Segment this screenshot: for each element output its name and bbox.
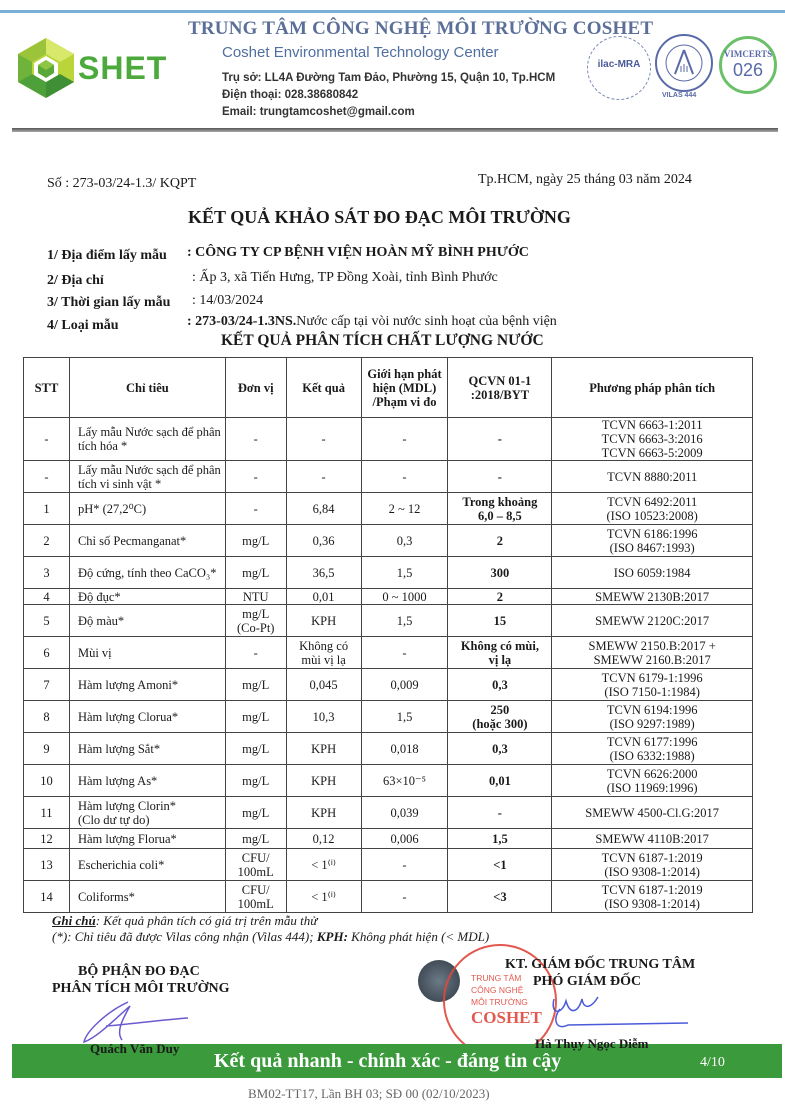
cell-mdl: 0 ~ 1000	[361, 589, 448, 605]
left-signer-name: Quách Văn Duy	[90, 1041, 180, 1056]
cell-mdl: 0,018	[361, 733, 448, 765]
cell-qcvn: 15	[448, 605, 552, 637]
cell-stt: 5	[24, 605, 70, 637]
cell-qcvn: Trong khoảng 6,0 – 8,5	[448, 493, 552, 525]
cell-qcvn: 0,01	[448, 765, 552, 797]
cell-parameter: pH* (27,2⁰C)	[69, 493, 225, 525]
cell-parameter: Chỉ số Pecmanganat*	[69, 525, 225, 557]
table-row	[24, 605, 753, 637]
org-name: TRUNG TÂM CÔNG NGHỆ MÔI TRƯỜNG COSHET	[188, 18, 654, 39]
table-row	[24, 829, 753, 849]
cell-method: TCVN 6663-1:2011 TCVN 6663-3:2016 TCVN 6663-5:2009	[552, 418, 753, 461]
cell-parameter: Hàm lượng As*	[69, 765, 225, 797]
cell-qcvn: 2	[448, 589, 552, 605]
cell-mdl: 63×10⁻⁵	[361, 765, 448, 797]
info-label-address: 2/ Địa chỉ	[47, 273, 104, 288]
cell-qcvn: 250 (hoặc 300)	[448, 701, 552, 733]
table-row	[24, 669, 753, 701]
table-row	[24, 733, 753, 765]
cell-result: 36,5	[286, 557, 361, 589]
sample-code: : 273-03/24-1.3NS.	[187, 314, 297, 329]
cell-parameter: Hàm lượng Clorua*	[69, 701, 225, 733]
table-row	[24, 849, 753, 881]
note-text-2a: (*): Chỉ tiêu đã được Vilas công nhận (Vilas 444);	[52, 929, 317, 944]
boa-badge	[655, 34, 713, 92]
header-mdl: Giới hạn phát hiện (MDL) /Phạm vi đo	[361, 358, 448, 418]
cell-result: KPH	[286, 605, 361, 637]
cell-unit: CFU/ 100mL	[225, 849, 286, 881]
cell-method: SMEWW 4110B:2017	[552, 829, 753, 849]
cell-unit: mg/L	[225, 701, 286, 733]
cell-qcvn: 0,3	[448, 733, 552, 765]
cell-unit: -	[225, 637, 286, 669]
note-line-2	[52, 929, 489, 945]
cell-unit: -	[225, 493, 286, 525]
table-row	[24, 589, 753, 605]
cell-qcvn: -	[448, 461, 552, 493]
right-sign-title-2: PHÓ GIÁM ĐỐC	[533, 974, 642, 989]
cell-stt: 11	[24, 797, 70, 829]
cell-result: -	[286, 418, 361, 461]
org-phone: Điện thoại: 028.38680842	[222, 89, 359, 101]
right-signer-name: Hà Thụy Ngọc Diễm	[535, 1036, 649, 1051]
cell-mdl: -	[361, 637, 448, 669]
cell-stt: -	[24, 461, 70, 493]
cell-unit: mg/L	[225, 525, 286, 557]
cell-parameter: Độ đục*	[69, 589, 225, 605]
cell-stt: 8	[24, 701, 70, 733]
cell-parameter: Mùi vị	[69, 637, 225, 669]
cell-qcvn: 0,3	[448, 669, 552, 701]
form-code: BM02-TT17, Lần BH 03; SĐ 00 (02/10/2023)	[248, 1086, 490, 1101]
cell-method: TCVN 8880:2011	[552, 461, 753, 493]
cell-parameter: Coliforms*	[69, 881, 225, 913]
cell-result: KPH	[286, 797, 361, 829]
right-signature-icon	[548, 985, 698, 1035]
cell-result: 0,12	[286, 829, 361, 849]
header-unit: Đơn vị	[225, 358, 286, 418]
cell-mdl: 0,039	[361, 797, 448, 829]
note-text-2b: Không phát hiện (< MDL)	[347, 929, 490, 944]
cell-unit: -	[225, 461, 286, 493]
cell-unit: mg/L (Co-Pt)	[225, 605, 286, 637]
cell-mdl: -	[361, 849, 448, 881]
vilas-label: VILAS 444	[662, 92, 697, 99]
cell-mdl: 0,006	[361, 829, 448, 849]
cell-stt: 13	[24, 849, 70, 881]
cell-method: SMEWW 2150.B:2017 + SMEWW 2160.B:2017	[552, 637, 753, 669]
table-row	[24, 525, 753, 557]
cell-method: TCVN 6187-1:2019 (ISO 9308-1:2014)	[552, 881, 753, 913]
header-qcvn: QCVN 01-1 :2018/BYT	[448, 358, 552, 418]
cell-mdl: -	[361, 461, 448, 493]
header-divider	[12, 128, 778, 132]
cell-method: TCVN 6187-1:2019 (ISO 9308-1:2014)	[552, 849, 753, 881]
cell-method: ISO 6059:1984	[552, 557, 753, 589]
cell-method: TCVN 6194:1996 (ISO 9297:1989)	[552, 701, 753, 733]
cell-parameter: Hàm lượng Clorin* (Clo dư tự do)	[69, 797, 225, 829]
cell-parameter: Hàm lượng Sắt*	[69, 733, 225, 765]
cell-stt: 9	[24, 733, 70, 765]
cell-stt: 10	[24, 765, 70, 797]
cell-method: TCVN 6186:1996 (ISO 8467:1993)	[552, 525, 753, 557]
doc-date: Tp.HCM, ngày 25 tháng 03 năm 2024	[478, 172, 692, 187]
ilac-label: ilac-MRA	[597, 59, 641, 70]
cell-parameter: Độ màu*	[69, 605, 225, 637]
info-label-time: 3/ Thời gian lấy mẫu	[47, 295, 171, 310]
left-signature-icon	[76, 998, 196, 1046]
doc-number: Số : 273-03/24-1.3/ KQPT	[47, 176, 197, 191]
cell-stt: 2	[24, 525, 70, 557]
cell-mdl: 1,5	[361, 605, 448, 637]
sample-desc: Nước cấp tại vòi nước sinh hoạt của bệnh viện	[296, 314, 557, 329]
top-border-line	[0, 10, 785, 13]
right-sign-title-1: KT. GIÁM ĐỐC TRUNG TÂM	[505, 957, 696, 972]
cell-stt: 14	[24, 881, 70, 913]
cell-unit: mg/L	[225, 669, 286, 701]
footer-slogan: Kết quả nhanh - chính xác - đáng tin cậy	[214, 1050, 562, 1072]
cell-unit: CFU/ 100mL	[225, 881, 286, 913]
cell-qcvn: Không có mùi, vị lạ	[448, 637, 552, 669]
header-stt: STT	[24, 358, 70, 418]
cell-qcvn: <1	[448, 849, 552, 881]
table-row	[24, 557, 753, 589]
cell-result: < 1⁽ⁱ⁾	[286, 881, 361, 913]
cell-unit: mg/L	[225, 557, 286, 589]
cell-method: SMEWW 2120C:2017	[552, 605, 753, 637]
org-email: Email: trungtamcoshet@gmail.com	[222, 106, 415, 118]
table-row	[24, 461, 753, 493]
cell-result: 0,045	[286, 669, 361, 701]
org-name-en: Coshet Environmental Technology Center	[222, 44, 499, 61]
cell-qcvn: 1,5	[448, 829, 552, 849]
cell-mdl: 2 ~ 12	[361, 493, 448, 525]
page-number: 4/10	[700, 1055, 725, 1070]
cell-unit: mg/L	[225, 829, 286, 849]
table-row	[24, 418, 753, 461]
cell-result: 10,3	[286, 701, 361, 733]
ilac-mra-badge	[587, 36, 651, 100]
cell-qcvn: -	[448, 418, 552, 461]
cell-qcvn: 2	[448, 525, 552, 557]
note-kph-label: KPH:	[316, 929, 348, 944]
note-label: Ghi chú	[52, 913, 96, 928]
cell-method: TCVN 6179-1:1996 (ISO 7150-1:1984)	[552, 669, 753, 701]
table-header-row	[24, 358, 753, 418]
cell-parameter: Hàm lượng Amoni*	[69, 669, 225, 701]
info-value-address: : Ấp 3, xã Tiến Hưng, TP Đồng Xoài, tỉnh Bình Phước	[192, 270, 498, 285]
cell-method: TCVN 6626:2000 (ISO 11969:1996)	[552, 765, 753, 797]
header-result: Kết quả	[286, 358, 361, 418]
results-table	[23, 357, 753, 913]
cell-stt: 7	[24, 669, 70, 701]
table-row	[24, 701, 753, 733]
info-label-sample-type: 4/ Loại mẫu	[47, 318, 119, 333]
table-row	[24, 797, 753, 829]
cell-result: -	[286, 461, 361, 493]
cell-mdl: 1,5	[361, 701, 448, 733]
org-address: Trụ sở: LL4A Đường Tam Đảo, Phường 15, Quận 10, Tp.HCM	[222, 72, 556, 84]
boa-triangle-icon	[657, 36, 711, 90]
info-value-sample-type	[187, 314, 557, 330]
info-value-location: : CÔNG TY CP BỆNH VIỆN HOÀN MỸ BÌNH PHƯỚC	[187, 245, 529, 260]
cell-unit: mg/L	[225, 733, 286, 765]
cell-mdl: 1,5	[361, 557, 448, 589]
hexagon-logo-icon	[14, 36, 84, 100]
left-sign-title-1: BỘ PHẬN ĐO ĐẠC	[78, 964, 200, 979]
cell-parameter: Độ cứng, tính theo CaCO₃*	[69, 557, 225, 589]
doc-title: KẾT QUẢ KHẢO SÁT ĐO ĐẠC MÔI TRƯỜNG	[188, 207, 571, 227]
cell-unit: mg/L	[225, 797, 286, 829]
cell-result: 0,01	[286, 589, 361, 605]
logo-text: SHET	[78, 50, 168, 86]
cell-method: SMEWW 4500-Cl.G:2017	[552, 797, 753, 829]
cell-result: KPH	[286, 733, 361, 765]
info-value-time: : 14/03/2024	[192, 293, 264, 308]
header-method: Phương pháp phân tích	[552, 358, 753, 418]
cell-qcvn: -	[448, 797, 552, 829]
table-row	[24, 765, 753, 797]
cell-result: 6,84	[286, 493, 361, 525]
cell-parameter: Lấy mẫu Nước sạch để phân tích hóa *	[69, 418, 225, 461]
cell-result: KPH	[286, 765, 361, 797]
cell-mdl: -	[361, 881, 448, 913]
cell-stt: 6	[24, 637, 70, 669]
table-row	[24, 637, 753, 669]
vimcerts-number: 026	[732, 60, 764, 80]
cell-qcvn: 300	[448, 557, 552, 589]
left-sign-title-2: PHÂN TÍCH MÔI TRƯỜNG	[52, 981, 230, 996]
cell-mdl: 0,009	[361, 669, 448, 701]
cell-method: TCVN 6492:2011 (ISO 10523:2008)	[552, 493, 753, 525]
cell-mdl: -	[361, 418, 448, 461]
note-text-1: : Kết quả phân tích có giá trị trên mẫu thử	[95, 913, 318, 928]
table-row	[24, 881, 753, 913]
cell-method: SMEWW 2130B:2017	[552, 589, 753, 605]
stamp-inner-text: TRUNG TÂM CÔNG NGHỆ MÔI TRƯỜNG COSHET	[471, 973, 542, 1027]
vimcerts-label: VIMCERTS	[723, 49, 773, 59]
cell-unit: NTU	[225, 589, 286, 605]
cell-parameter: Hàm lượng Florua*	[69, 829, 225, 849]
cell-unit: -	[225, 418, 286, 461]
cell-stt: 3	[24, 557, 70, 589]
cell-unit: mg/L	[225, 765, 286, 797]
header-parameter: Chỉ tiêu	[69, 358, 225, 418]
vimcerts-badge	[719, 36, 777, 94]
cell-mdl: 0,3	[361, 525, 448, 557]
table-row	[24, 493, 753, 525]
cell-stt: 12	[24, 829, 70, 849]
cell-qcvn: <3	[448, 881, 552, 913]
cell-result: 0,36	[286, 525, 361, 557]
cell-method: TCVN 6177:1996 (ISO 6332:1988)	[552, 733, 753, 765]
cell-stt: 4	[24, 589, 70, 605]
table-title: KẾT QUẢ PHÂN TÍCH CHẤT LƯỢNG NƯỚC	[221, 332, 544, 349]
cell-result: < 1⁽ⁱ⁾	[286, 849, 361, 881]
cell-stt: -	[24, 418, 70, 461]
note-line-1	[52, 913, 317, 929]
cell-parameter: Escherichia coli*	[69, 849, 225, 881]
cell-stt: 1	[24, 493, 70, 525]
info-label-location: 1/ Địa điểm lấy mẫu	[47, 248, 167, 263]
cell-result: Không có mùi vị lạ	[286, 637, 361, 669]
cell-parameter: Lấy mẫu Nước sạch để phân tích vi sinh vật *	[69, 461, 225, 493]
